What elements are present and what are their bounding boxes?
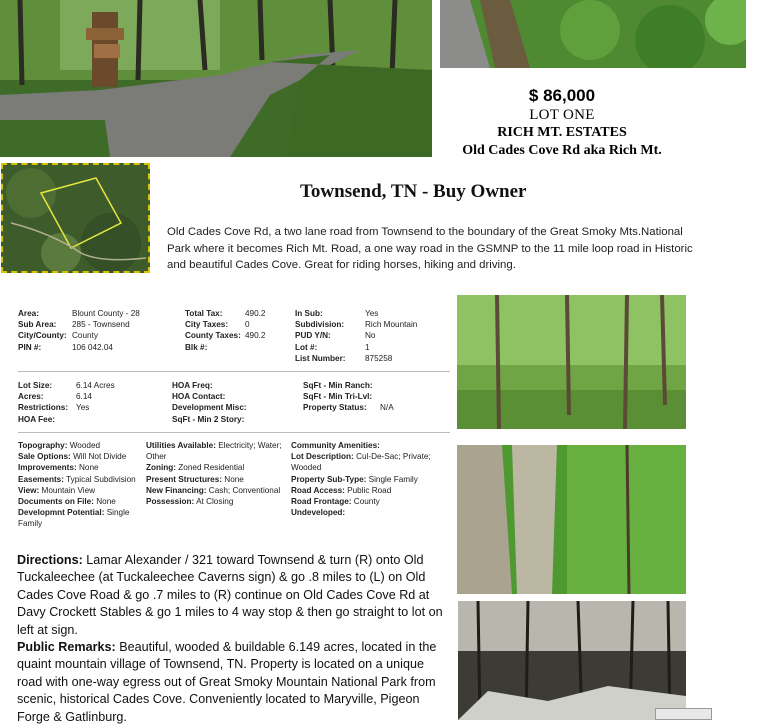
field-value: 875258 xyxy=(365,353,393,363)
field-value: At Closing xyxy=(196,497,234,507)
listing-col-lot xyxy=(18,380,166,425)
field-value: Cash; Conventional xyxy=(208,485,281,495)
field-key: Lot Size: xyxy=(18,381,53,390)
field-key: City Taxes: xyxy=(185,320,229,330)
field-key: HOA Fee: xyxy=(18,414,55,424)
listing-col-community xyxy=(291,440,451,518)
woods-photo-3 xyxy=(458,601,686,720)
road-name: Old Cades Cove Rd aka Rich Mt. xyxy=(462,143,662,158)
field-value: None xyxy=(96,497,116,507)
road-sign-photo xyxy=(0,0,432,157)
field-key: Improvements: xyxy=(18,463,77,473)
field-key: Total Tax: xyxy=(185,309,223,318)
field-key: Blk #: xyxy=(185,342,208,352)
field-value: 0 xyxy=(245,320,250,330)
field-value xyxy=(282,414,292,425)
field-row xyxy=(18,474,143,485)
aerial-map-photo xyxy=(1,163,150,273)
field-value: 6.14 Acres xyxy=(76,381,115,390)
field-key: Documents on File: xyxy=(18,497,94,507)
directions-text: Lamar Alexander / 321 toward Townsend & turn (R) onto Old Tuckaleechee (at Tuckaleechee Caverns sign) & go .8 miles to (L) on Old Cades Cove Road & go .7 miles to (R) continue on Old Cades Cove Rd at Davy Crockett Stables & go 1 miles to 4 way stop & then go straight to lot on left at sign. xyxy=(17,553,443,637)
field-row xyxy=(291,496,451,507)
field-row xyxy=(291,451,451,473)
woods-photo-2 xyxy=(457,445,686,594)
field-key: Present Structures: xyxy=(146,474,222,484)
field-row xyxy=(18,485,143,496)
directions-label: Directions: xyxy=(17,553,83,567)
field-row xyxy=(291,507,451,518)
directions xyxy=(17,552,449,639)
field-value: 6.14 xyxy=(76,392,92,402)
field-row xyxy=(291,440,451,451)
field-key: SqFt - Min Tri-Lvl: xyxy=(303,392,373,402)
field-row xyxy=(18,451,143,462)
public-remarks xyxy=(17,639,449,726)
listing-col-tax xyxy=(185,308,305,353)
field-key: Subdivision: xyxy=(295,320,345,330)
field-key: Area: xyxy=(18,309,39,318)
field-key: Easements: xyxy=(18,474,64,484)
field-key: PUD Y/N: xyxy=(295,331,331,341)
directions-remarks xyxy=(17,552,449,726)
field-value: Rich Mountain xyxy=(365,320,418,330)
field-key: Road Frontage: xyxy=(291,497,352,507)
field-value: County xyxy=(72,331,98,341)
field-value: Yes xyxy=(76,403,90,413)
field-value xyxy=(282,402,292,413)
price-block xyxy=(440,86,684,160)
field-key: Lot Description: xyxy=(291,452,354,462)
divider xyxy=(18,371,450,372)
field-value: None xyxy=(78,463,99,473)
field-value: N/A xyxy=(380,403,394,413)
field-value: Zoned Residential xyxy=(178,463,245,473)
field-row xyxy=(18,440,143,451)
field-row xyxy=(18,496,143,507)
field-key: Restrictions: xyxy=(18,403,69,413)
trail-photo xyxy=(440,0,746,68)
field-row xyxy=(146,474,286,485)
field-row xyxy=(291,474,451,485)
field-key: HOA Contact: xyxy=(172,392,226,402)
field-value: None xyxy=(224,474,244,484)
field-value: Single Family xyxy=(18,508,130,529)
field-row xyxy=(291,485,451,496)
field-key: Developmnt Potential: xyxy=(18,508,105,518)
field-value: Public Road xyxy=(347,485,392,495)
field-value: Yes xyxy=(365,309,379,318)
listing-col-utilities xyxy=(146,440,286,507)
field-value: 490.2 xyxy=(245,309,266,318)
field-row xyxy=(146,485,286,496)
field-key: View: xyxy=(18,485,40,495)
field-value: 106 042.04 xyxy=(72,342,113,352)
listing-col-area xyxy=(18,308,172,353)
field-key: City/County: xyxy=(18,331,67,341)
field-key: Community Amenities: xyxy=(291,441,380,450)
field-key: Topography: xyxy=(18,441,68,450)
field-value: Typical Subdivision xyxy=(66,474,136,484)
field-row xyxy=(146,462,286,473)
field-key: County Taxes: xyxy=(185,331,241,341)
price: $ 86,000 xyxy=(528,86,596,105)
field-key: Acres: xyxy=(18,392,44,402)
field-value: 285 - Townsend xyxy=(72,320,130,330)
field-key: Property Sub-Type: xyxy=(291,474,367,484)
field-key: Possession: xyxy=(146,497,195,507)
field-key: SqFt - Min Ranch: xyxy=(303,381,373,390)
summary-text: Old Cades Cove Rd, a two lane road from Townsend to the boundary of the Great Smoky Mts.National Park where it becomes Rich Mt. Road, a one way road in the GSMNP to the 11 mile loop road in Historic and beautiful Cades Cove. Great for riding horses, hiking and driving. xyxy=(167,226,693,271)
field-value xyxy=(282,380,292,391)
field-value xyxy=(76,414,166,425)
field-value: Single Family xyxy=(368,474,418,484)
estate-name: RICH MT. ESTATES xyxy=(497,125,627,140)
field-key: Sub Area: xyxy=(18,320,57,330)
field-key: Lot #: xyxy=(295,342,318,352)
field-key: Development Misc: xyxy=(172,403,247,413)
field-key: In Sub: xyxy=(295,309,323,318)
field-value: 1 xyxy=(365,342,370,352)
listing-col-topography xyxy=(18,440,143,530)
divider xyxy=(18,432,450,433)
field-value: Mountain View xyxy=(41,485,96,495)
field-row xyxy=(146,440,286,462)
field-key: New Financing: xyxy=(146,485,207,495)
field-value: Cul-De-Sac; Private; Wooded xyxy=(291,452,431,473)
listing-col-sub xyxy=(295,308,445,364)
field-key: HOA Freq: xyxy=(172,381,213,390)
field-row xyxy=(146,496,286,507)
field-value xyxy=(380,380,420,391)
field-key: Sale Options: xyxy=(18,452,71,462)
listing-col-hoa xyxy=(172,380,292,425)
field-key: PIN #: xyxy=(18,342,42,352)
field-key: Undeveloped: xyxy=(291,508,346,518)
field-value: Electricity; Water; Other xyxy=(146,441,282,462)
listing-col-sqft xyxy=(303,380,420,414)
field-value: Wooded xyxy=(69,441,101,450)
headline: Townsend, TN - Buy Owner xyxy=(300,181,527,202)
field-key: Zoning: xyxy=(146,463,177,473)
field-value xyxy=(282,391,292,402)
field-value: Will Not Divide xyxy=(73,452,127,462)
lot-title: LOT ONE xyxy=(529,107,595,123)
field-value: County xyxy=(353,497,380,507)
footer-tag xyxy=(655,708,712,720)
field-key: Road Access: xyxy=(291,485,345,495)
field-row xyxy=(18,507,143,529)
field-key: SqFt - Min 2 Story: xyxy=(172,414,245,424)
remarks-label: Public Remarks: xyxy=(17,640,116,655)
field-value: No xyxy=(365,331,376,341)
field-value xyxy=(380,391,420,402)
field-key: Property Status: xyxy=(303,403,367,413)
field-key: List Number: xyxy=(295,353,346,363)
field-row xyxy=(18,462,143,473)
woods-photo-1 xyxy=(457,295,686,429)
remarks-text: Beautiful, wooded & buildable 6.149 acres, located in the quaint mountain village of Townsend, TN. Property is located on a unique road with one-way egress out of Great Smoky Mountain National Park from scenic, historical Cades Cove. Conveniently located to Maryville, Pigeon Forge & Gatlinburg. xyxy=(17,640,437,724)
field-value: Blount County - 28 xyxy=(72,309,140,318)
field-key: Utilities Available: xyxy=(146,441,216,450)
field-value: 490.2 xyxy=(245,331,266,341)
